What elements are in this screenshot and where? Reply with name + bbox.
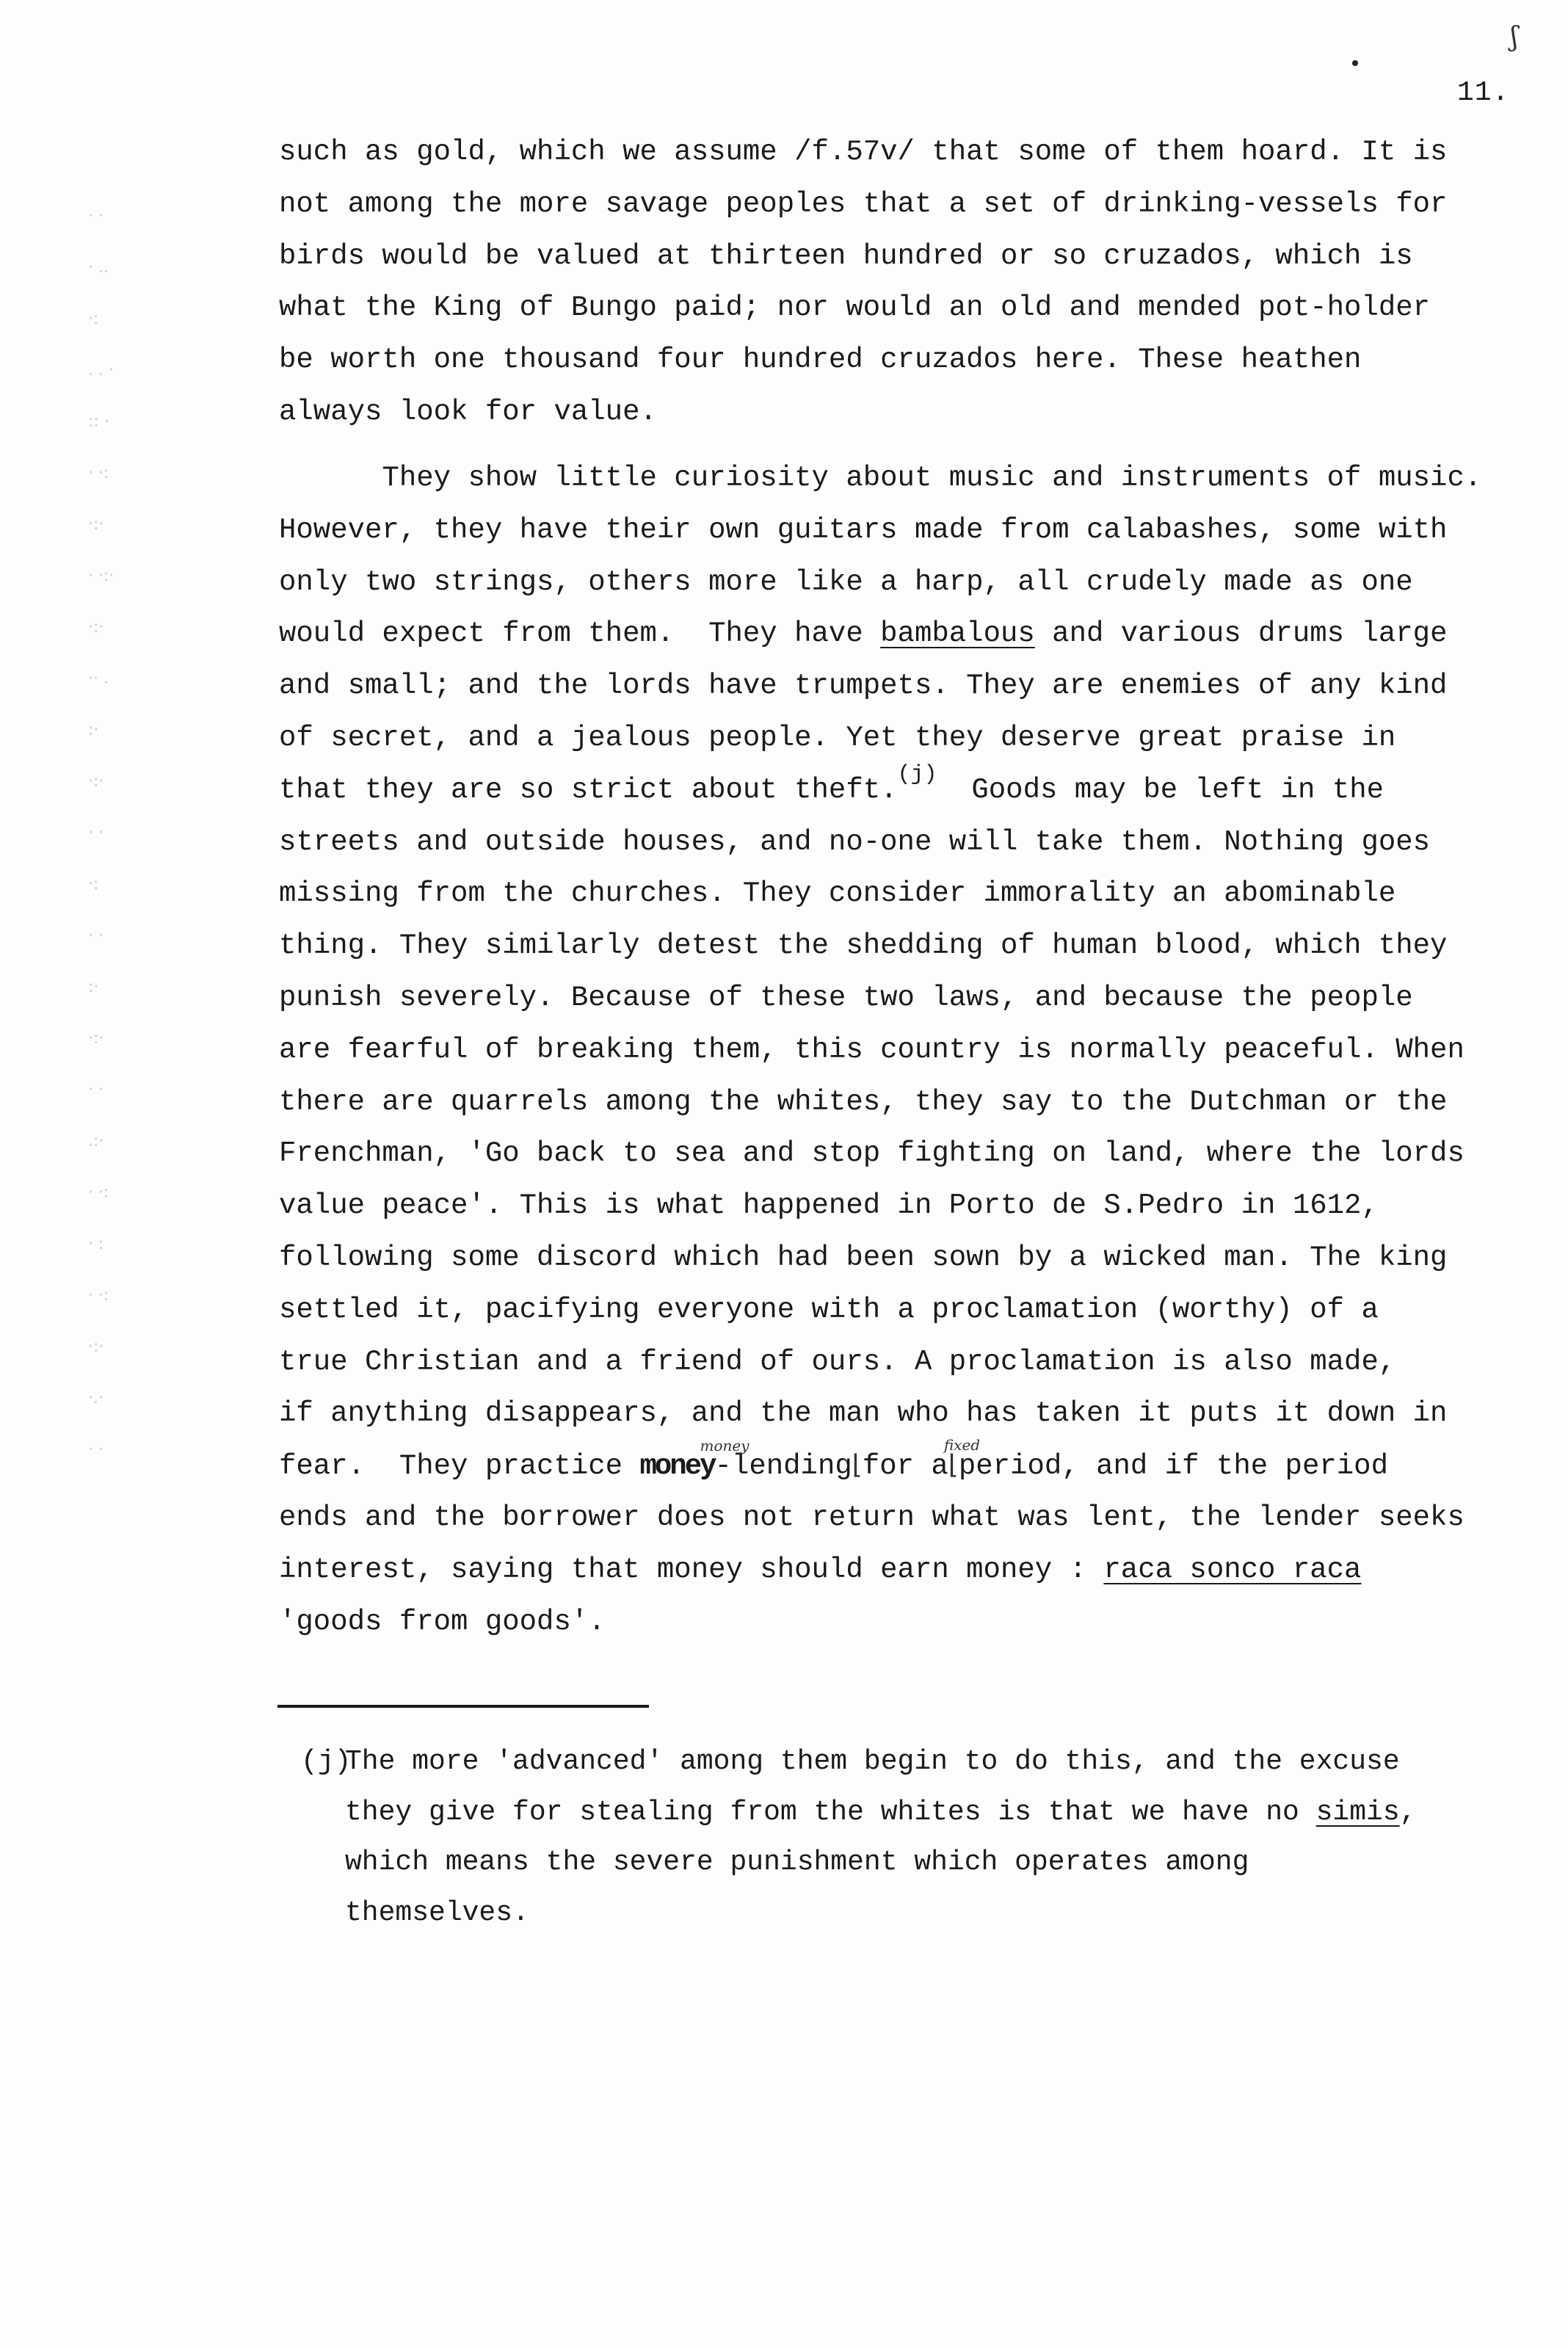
text-segment: Goods may be left in the xyxy=(937,773,1384,806)
underlined-term: simis xyxy=(1315,1796,1400,1828)
text-line: missing from the churches. They consider immorality an abominable xyxy=(279,877,1396,910)
text-segment: -lending xyxy=(714,1450,852,1483)
footnote-line: which means the severe punishment which operates among xyxy=(345,1847,1249,1878)
text-line: true Christian and a friend of ours. A proclamation is also made, xyxy=(279,1345,1396,1378)
text-line: value peace'. This is what happened in Porto de S.Pedro in 1612, xyxy=(279,1189,1379,1222)
paragraph-1 xyxy=(279,126,1520,438)
underlined-term: raca sonco raca xyxy=(1103,1553,1362,1586)
text-line: They show little curiosity about music and instruments of music. xyxy=(279,462,1482,494)
text-line: ends and the borrower does not return what was lent, the lender seeks xyxy=(279,1501,1464,1534)
text-line: However, they have their own guitars made from calabashes, some with xyxy=(279,513,1448,546)
text-line xyxy=(279,608,1520,660)
insertion-note: fixed xyxy=(943,1436,981,1454)
text-segment: and various drums large xyxy=(1034,617,1448,651)
underlined-term: bambalous xyxy=(880,617,1035,651)
paragraph-2 xyxy=(279,452,1520,1648)
text-line: there are quarrels among the whites, they say to the Dutchman or the xyxy=(279,1085,1448,1118)
text-line: 'goods from goods'. xyxy=(279,1605,606,1638)
text-segment: , xyxy=(1399,1796,1417,1828)
text-segment: fear. They practice xyxy=(279,1450,640,1483)
text-line: settled it, pacifying everyone with a proclamation (worthy) of a xyxy=(279,1293,1379,1326)
handwritten-insertion xyxy=(700,1437,852,1493)
caret-mark: ⌊ xyxy=(948,1450,959,1481)
bleed-through-marks: · · · .. ·: . . · :: · · ·: ·:· · ·:· ·:· ·· . :· ·:· · · ·: · · :· ·:· · · .:· · ·: · : · ·: ·:· ·.· · · xyxy=(88,207,115,1459)
text-line: and small; and the lords have trumpets. They are enemies of any kind xyxy=(279,670,1448,703)
text-segment: for a xyxy=(862,1450,948,1483)
text-segment: period, and if the period xyxy=(958,1450,1388,1483)
ink-dot xyxy=(1352,60,1358,66)
text-line: if anything disappears, and the man who has taken it puts it down in xyxy=(279,1397,1448,1430)
text-line: Frenchman, 'Go back to sea and stop fighting on land, where the lords xyxy=(279,1137,1464,1170)
footnote-reference: (j) xyxy=(897,761,937,787)
text-segment: that they are so strict about theft. xyxy=(279,773,898,806)
struck-out-word: money xyxy=(639,1450,715,1483)
page-number: 11. xyxy=(1457,77,1510,109)
text-line: streets and outside houses, and no-one will take them. Nothing goes xyxy=(279,825,1431,858)
text-line: are fearful of breaking them, this country is normally peaceful. When xyxy=(279,1033,1464,1066)
text-segment: they give for stealing from the whites is that we have no xyxy=(345,1796,1316,1828)
text-line xyxy=(279,761,1520,816)
text-line: always look for value. xyxy=(279,395,657,428)
footnote xyxy=(301,1737,1512,1938)
text-segment: would expect from them. They have xyxy=(279,617,881,651)
footnote-marker: (j) xyxy=(301,1746,352,1778)
text-line: of secret, and a jealous people. Yet they deserve great praise in xyxy=(279,721,1396,754)
handwritten-insertion xyxy=(943,1436,981,1493)
caret-mark: ⌊ xyxy=(852,1450,863,1481)
text-line: be worth one thousand four hundred cruzados here. These heathen xyxy=(279,344,1362,377)
text-line: birds would be valued at thirteen hundred or so cruzados, which is xyxy=(279,239,1413,272)
handwritten-corner-mark: ʃ xyxy=(1511,22,1518,52)
insertion-note: money xyxy=(700,1437,749,1455)
text-line xyxy=(279,1544,1520,1596)
text-line xyxy=(279,1436,1520,1492)
text-line: what the King of Bungo paid; nor would an old and mended pot-holder xyxy=(279,291,1431,325)
text-line: following some discord which had been sown by a wicked man. The king xyxy=(279,1241,1448,1274)
footnote-line: themselves. xyxy=(345,1896,529,1929)
footnote-line: The more 'advanced' among them begin to do this, and the excuse xyxy=(345,1746,1400,1778)
text-line: punish severely. Because of these two laws, and because the people xyxy=(279,981,1413,1014)
text-segment: interest, saying that money should earn money : xyxy=(279,1553,1104,1586)
text-line: only two strings, others more like a harp, all crudely made as one xyxy=(279,565,1413,598)
footnote-line xyxy=(301,1788,1512,1838)
text-line: thing. They similarly detest the shedding of human blood, which they xyxy=(279,930,1448,963)
text-line: such as gold, which we assume /f.57v/ that some of them hoard. It is xyxy=(279,136,1448,168)
text-line: not among the more savage peoples that a set of drinking-vessels for xyxy=(279,187,1448,220)
footnote-divider xyxy=(277,1705,649,1708)
